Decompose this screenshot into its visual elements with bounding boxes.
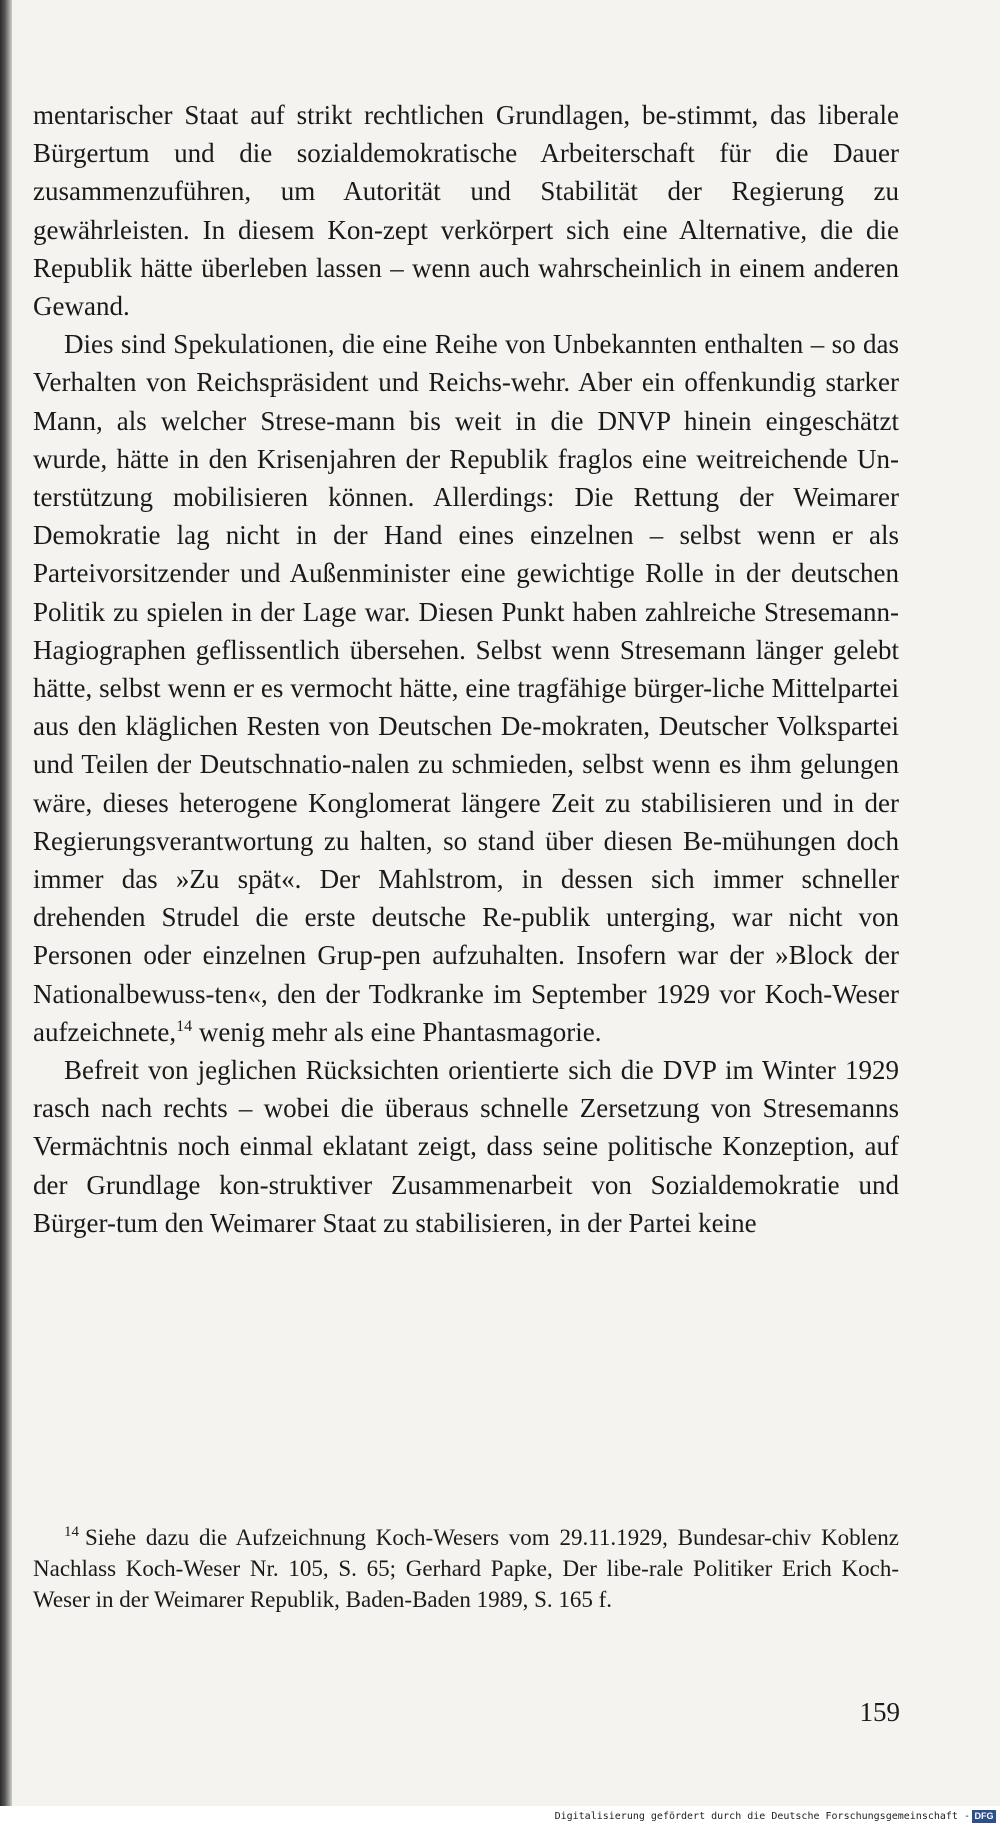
body-text <box>33 96 899 1242</box>
footnote-number: 14 <box>64 1524 79 1541</box>
page-number: 159 <box>859 1697 900 1727</box>
footnote-reference[interactable]: 14 <box>176 1017 193 1035</box>
footnote-text: Siehe dazu die Aufzeichnung Koch-Wesers vom 29.11.1929, Bundesar-chiv Koblenz Nachlass Koch-Weser Nr. 105, S. 65; Gerhard Papke, Der libe-rale Politiker Erich Koch-Weser in der Weimarer Republik, Baden-Baden 1989, S. 165 f. <box>33 1525 899 1612</box>
paragraph-2 <box>33 325 899 1051</box>
paragraph-2-tail: wenig mehr als eine Phantasmagorie. <box>198 1016 602 1047</box>
dfg-logo: DFG <box>972 1810 996 1823</box>
book-spine-shadow <box>0 0 12 1806</box>
digitization-credit: Digitalisierung gefördert durch die Deutsche Forschungsgemeinschaft - <box>554 1811 970 1822</box>
footnote-area <box>33 1522 899 1615</box>
paragraph-1: mentarischer Staat auf strikt rechtlichen Grundlagen, be-stimmt, das liberale Bürgertum und die sozialdemokratische Arbeiterschaft für die Dauer zusammenzuführen, um Autorität und Stabilität der Regierung zu gewährleisten. In diesem Kon-zept verkörpert sich eine Alternative, die die Republik hätte überleben lassen – wenn auch wahrscheinlich in einem anderen Gewand. <box>33 100 899 322</box>
paragraph-3: Befreit von jeglichen Rücksichten orientierte sich die DVP im Winter 1929 rasch nach rechts – wobei die überaus schnelle Zersetzung von Stresemanns Vermächtnis noch einmal eklatant zeigt, dass seine politische Konzeption, auf der Grundlage kon-struktiver Zusammenarbeit von Sozialdemokratie und Bürger-tum den Weimarer Staat zu stabilisieren, in der Partei keine <box>33 1055 899 1238</box>
paragraph-2-text: Dies sind Spekulationen, die eine Reihe von Unbekannten enthalten – so das Verhalten von Reichspräsident und Reichs-wehr. Aber ein offenkundig starker Mann, als welcher Strese-mann bis weit in die DNVP hinein eingeschätzt wurde, hätte in den Krisenjahren der Republik fraglos eine weitreichende Un-terstützung mobilisieren können. Allerdings: Die Rettung der Weimarer Demokratie lag nicht in der Hand eines einzelnen – selbst wenn er als Parteivorsitzender und Außenminister eine gewichtige Rolle in der deutschen Politik zu spielen in der Lage war. Diesen Punkt haben zahlreiche Stresemann-Hagiographen geflissentlich übersehen. Selbst wenn Stresemann länger gelebt hätte, selbst wenn er es vermocht hätte, eine tragfähige bürger-liche Mittelpartei aus den kläglichen Resten von Deutschen De-mokraten, Deutscher Volkspartei und Teilen der Deutschnatio-nalen zu schmieden, selbst wenn es ihm gelungen wäre, dieses heterogene Konglomerat längere Zeit zu stabilisieren und in der Regierungsverantwortung zu halten, so stand über diesen Be-mühungen doch immer das »Zu spät«. Der Mahlstrom, in dessen sich immer schneller drehenden Strudel die erste deutsche Re-publik unterging, war nicht von Personen oder einzelnen Grup-pen aufzuhalten. Insofern war der »Block der Nationalbewuss-ten«, den der Todkranke im September 1929 vor Koch-Weser aufzeichnete, <box>33 329 899 1047</box>
footnote-14 <box>33 1522 899 1615</box>
